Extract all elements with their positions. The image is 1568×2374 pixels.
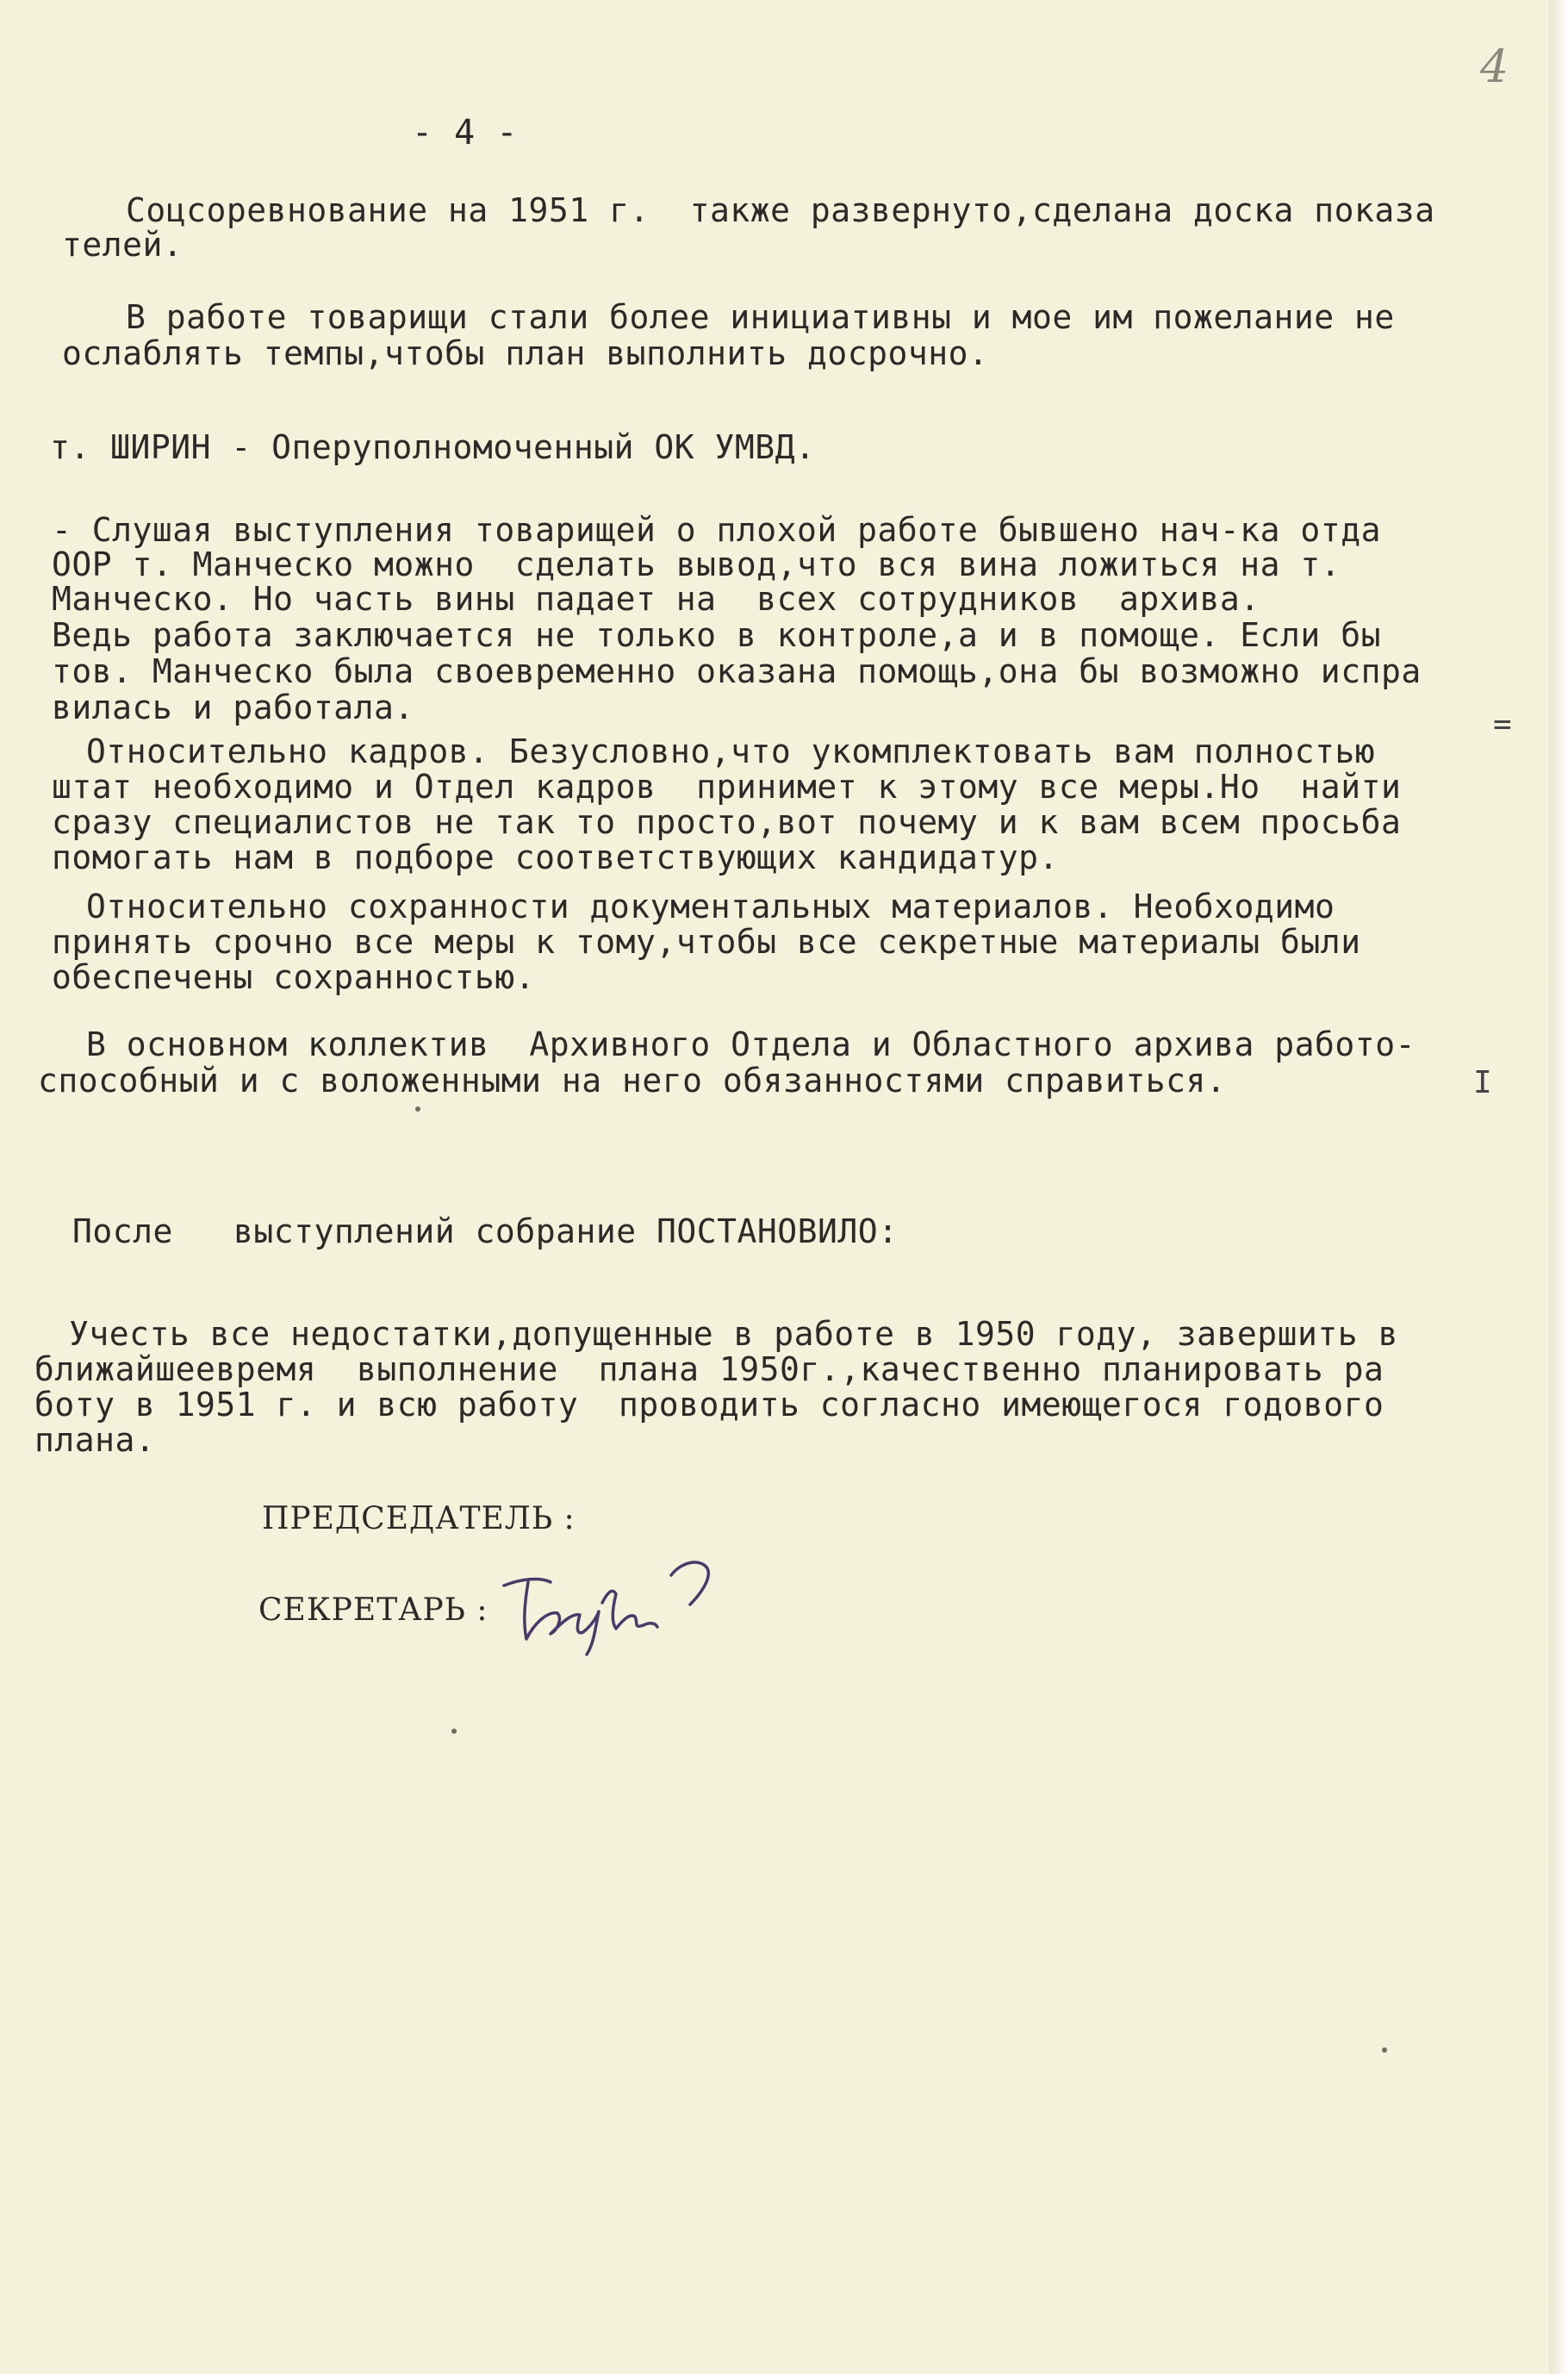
text-line: помогать нам в подборе соответствующих кандидатур. bbox=[52, 838, 1059, 876]
text-line: вилась и работала. bbox=[52, 689, 414, 726]
chairman-label: ПРЕДСЕДАТЕЛЬ : bbox=[262, 1501, 576, 1536]
ink-dot bbox=[451, 1729, 457, 1734]
speaker-heading: т. ШИРИН - Оперуполномоченный ОК УМВД. bbox=[50, 428, 816, 466]
text-line: Учесть все недостатки,допущенные в работе в 1950 году, завершить в bbox=[69, 1315, 1398, 1353]
text-line: Соцсоревнование на 1951 г. также развернуто,сделана доска показа bbox=[126, 191, 1435, 229]
text-line: ближайшеевремя выполнение плана 1950г.,качественно планировать ра bbox=[34, 1350, 1384, 1388]
text-line: ослаблять темпы,чтобы план выполнить досрочно. bbox=[62, 334, 989, 372]
text-line: Относительно сохранности документальных материалов. Необходимо bbox=[86, 888, 1335, 925]
text-line: - Слушая выступления товарищей о плохой работе бывшено нач-ка отда bbox=[52, 511, 1381, 549]
text-line: В работе товарищи стали более инициативны и мое им пожелание не bbox=[126, 298, 1395, 336]
text-line: В основном коллектив Архивного Отдела и Областного архива работо- bbox=[86, 1025, 1416, 1063]
text-line: Манческо. Но часть вины падает на всех сотрудников архива. bbox=[52, 580, 1260, 618]
text-line: способный и с воложенными на него обязанностями справиться. bbox=[38, 1062, 1227, 1100]
margin-mark: I bbox=[1473, 1065, 1492, 1100]
text-line: сразу специалистов не так то просто,вот почему и к вам всем просьба bbox=[52, 803, 1402, 841]
text-line: тов. Манческо была своевременно оказана помощь,она бы возможно испра bbox=[52, 652, 1422, 690]
ink-dot bbox=[415, 1106, 420, 1112]
text-line: штат необходимо и Отдел кадров принимет к этому все меры.Но найти bbox=[52, 768, 1402, 806]
text-line: Ведь работа заключается не только в контроле,а и в помоще. Если бы bbox=[52, 616, 1381, 654]
text-line: боту в 1951 г. и всю работу проводить согласно имеющегося годового bbox=[34, 1386, 1384, 1424]
page-edge bbox=[1549, 0, 1568, 2374]
secretary-label: СЕКРЕТАРЬ : bbox=[258, 1592, 488, 1628]
margin-mark: = bbox=[1493, 707, 1512, 742]
text-line: принять срочно все меры к тому,чтобы все секретные материалы были bbox=[52, 923, 1361, 961]
page-number: - 4 - bbox=[412, 113, 518, 153]
resolution-heading: После выступлений собрание ПОСТАНОВИЛО: bbox=[72, 1212, 899, 1250]
ink-dot bbox=[1382, 2047, 1387, 2053]
corner-page-mark: 4 bbox=[1480, 41, 1509, 93]
text-line: обеспечены сохранностью. bbox=[52, 958, 536, 996]
text-line: ООР т. Манческо можно сделать вывод,что вся вина ложиться на т. bbox=[52, 545, 1341, 583]
text-line: плана. bbox=[34, 1421, 156, 1459]
text-line: телей. bbox=[62, 226, 184, 264]
handwritten-signature bbox=[487, 1542, 728, 1663]
text-line: Относительно кадров. Безусловно,что укомплектовать вам полностью bbox=[86, 732, 1376, 770]
